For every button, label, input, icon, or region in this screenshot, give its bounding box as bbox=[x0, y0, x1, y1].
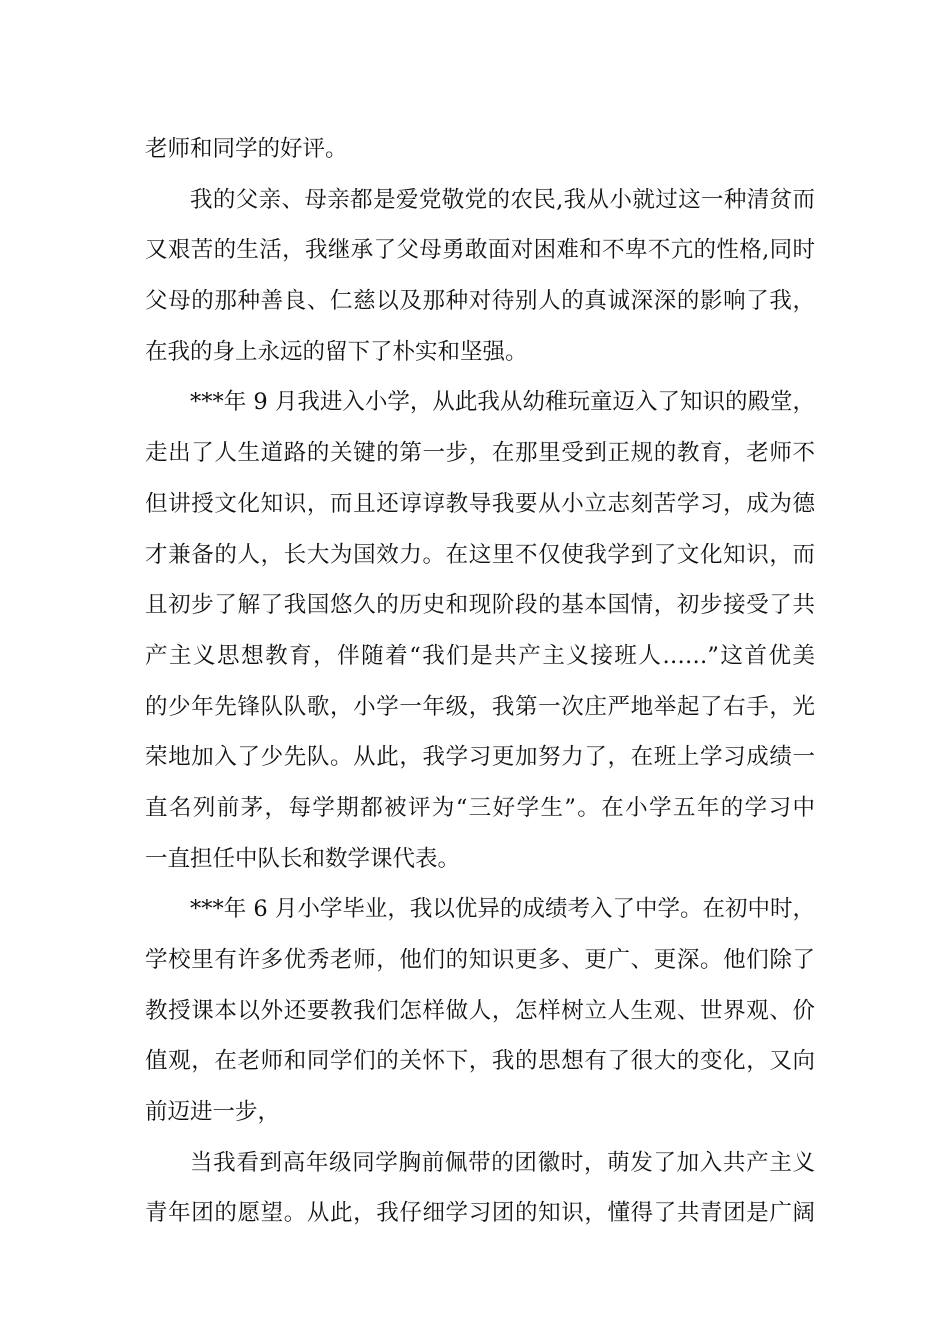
text-line: 的少年先锋队队歌，小学一年级，我第一次庄严地举起了右手，光 bbox=[145, 693, 815, 720]
text-line: 值观，在老师和同学们的关怀下，我的思想有了很大的变化，又向 bbox=[145, 1048, 815, 1075]
document-body bbox=[145, 124, 815, 1239]
text-line: 教授课本以外还要教我们怎样做人，怎样树立人生观、世界观、价 bbox=[145, 997, 815, 1024]
text-line: 当我看到高年级同学胸前佩带的团徽时，萌发了加入共产主义 bbox=[190, 1149, 815, 1176]
text-line: 前迈进一步， bbox=[145, 1099, 281, 1126]
text-line: 在我的身上永远的留下了朴实和坚强。 bbox=[145, 338, 528, 365]
text-line: 青年团的愿望。从此，我仔细学习团的知识，懂得了共青团是广阔 bbox=[145, 1200, 815, 1227]
text-line: ***年 6 月小学毕业，我以优异的成绩考入了中学。在初中时， bbox=[190, 896, 815, 923]
text-line: 直名列前茅，每学期都被评为“三好学生”。在小学五年的学习中 bbox=[145, 794, 815, 821]
text-line: 且初步了解了我国悠久的历史和现阶段的基本国情，初步接受了共 bbox=[145, 592, 815, 619]
text-line: 父母的那种善良、仁慈以及那种对待别人的真诚深深的影响了我， bbox=[145, 288, 815, 315]
text-line: 学校里有许多优秀老师，他们的知识更多、更广、更深。他们除了 bbox=[145, 947, 815, 973]
text-line: 又艰苦的生活，我继承了父母勇敢面对困难和不卑不亢的性格,同时 bbox=[145, 237, 815, 264]
text-line: 才兼备的人，长大为国效力。在这里不仅使我学到了文化知识，而 bbox=[145, 541, 815, 568]
text-line: 老师和同学的好评。 bbox=[145, 136, 348, 162]
text-line: ***年 9 月我进入小学，从此我从幼稚玩童迈入了知识的殿堂， bbox=[190, 389, 815, 416]
text-line: 走出了人生道路的关键的第一步，在那里受到正规的教育，老师不 bbox=[145, 440, 815, 467]
text-line: 但讲授文化知识，而且还谆谆教导我要从小立志刻苦学习，成为德 bbox=[145, 490, 815, 517]
text-line: 产主义思想教育，伴随着“我们是共产主义接班人……”这首优美 bbox=[145, 642, 815, 669]
text-line: 我的父亲、母亲都是爱党敬党的农民,我从小就过这一种清贫而 bbox=[190, 186, 815, 213]
text-line: 荣地加入了少先队。从此，我学习更加努力了，在班上学习成绩一 bbox=[145, 744, 815, 771]
text-line: 一直担任中队长和数学课代表。 bbox=[145, 845, 461, 872]
